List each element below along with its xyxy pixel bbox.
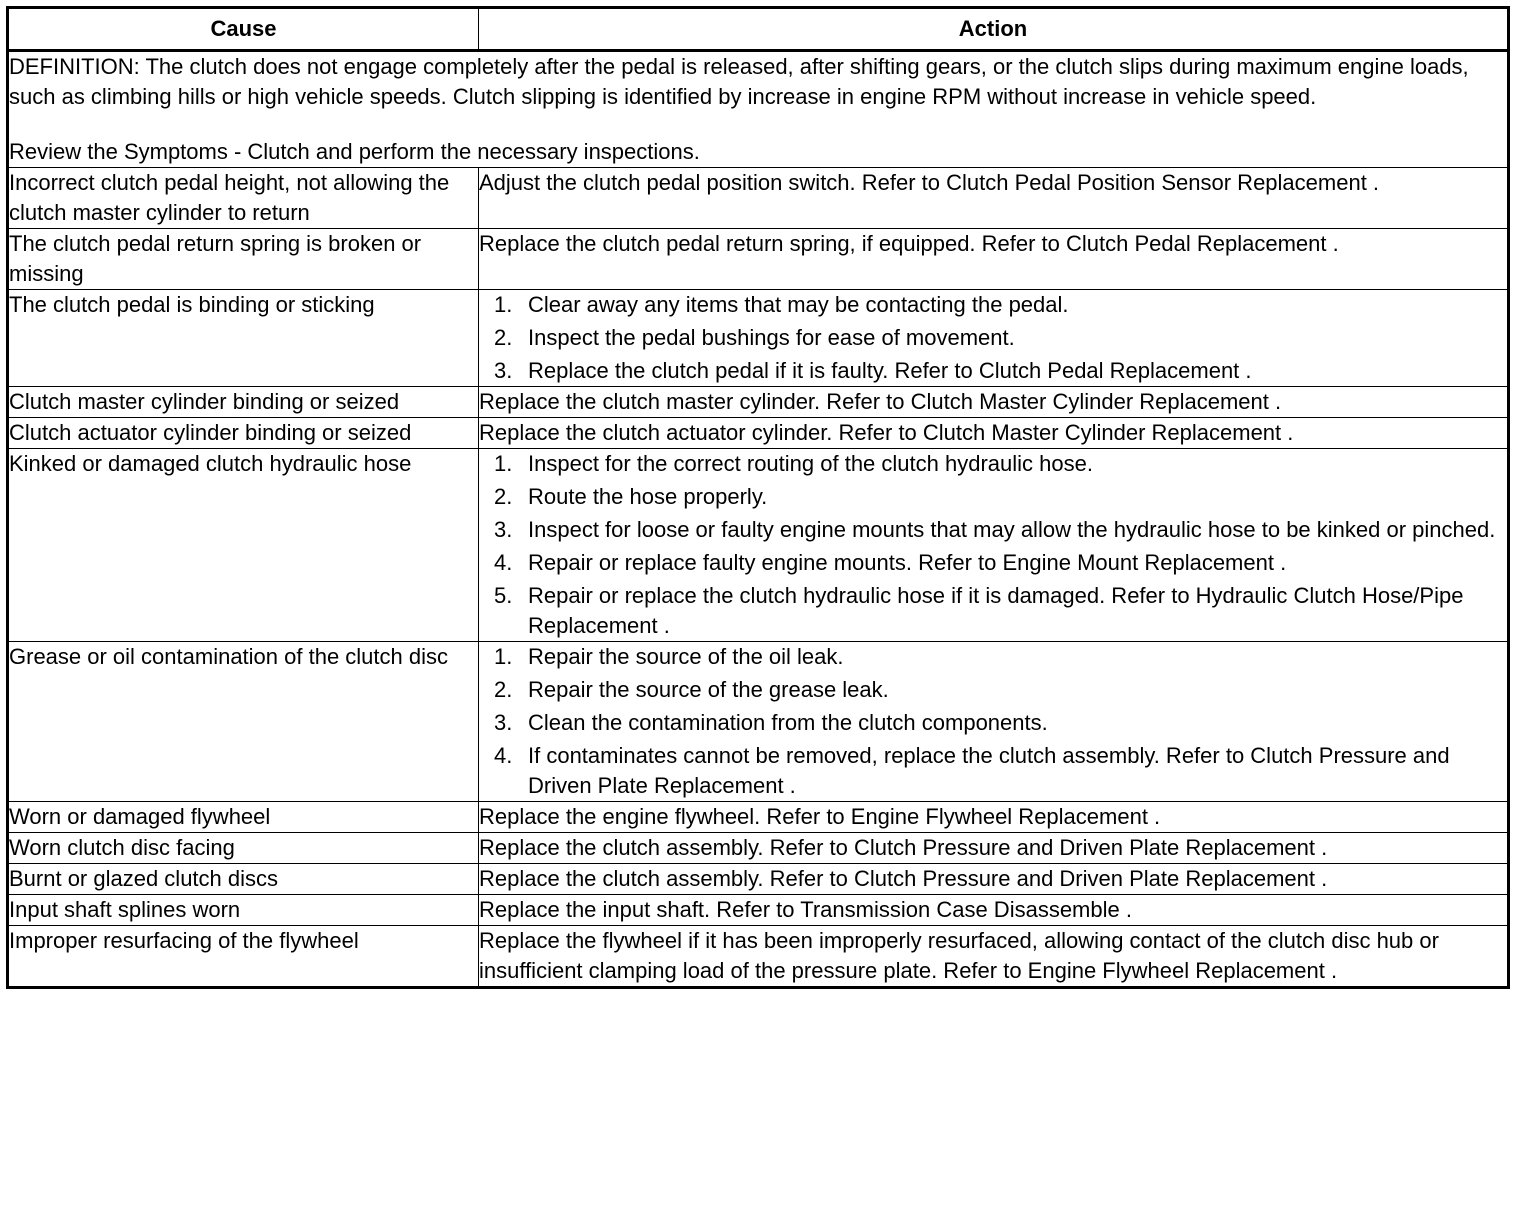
cause-cell: Worn or damaged flywheel (8, 802, 479, 833)
cause-cell: Clutch actuator cylinder binding or seized (8, 418, 479, 449)
cause-cell: Kinked or damaged clutch hydraulic hose (8, 449, 479, 642)
definition-text: DEFINITION: The clutch does not engage completely after the pedal is released, after shifting gears, or the clutch slips during maximum engine loads, such as climbing hills or high vehicle speeds. Clutch slipping is identified by increase in engine RPM without increase in vehicle speed. (9, 54, 1469, 109)
step-number: 3. (494, 710, 513, 735)
action-cell: Replace the input shaft. Refer to Transmission Case Disassemble . (479, 895, 1509, 926)
step-number: 5. (494, 583, 513, 608)
step-text: Route the hose properly. (528, 484, 768, 509)
action-cell: Replace the flywheel if it has been improperly resurfaced, allowing contact of the clutch disc hub or insufficient clamping load of the pressure plate. Refer to Engine Flywheel Replacement . (479, 926, 1509, 988)
step-number: 4. (494, 743, 513, 768)
step-item (479, 482, 1507, 512)
action-cell (479, 642, 1509, 802)
table-row (8, 833, 1509, 864)
step-item (479, 356, 1507, 386)
action-cell: Replace the clutch pedal return spring, if equipped. Refer to Clutch Pedal Replacement . (479, 229, 1509, 290)
step-list (479, 642, 1507, 801)
step-list (479, 290, 1507, 386)
step-item (479, 449, 1507, 479)
cause-cell: Worn clutch disc facing (8, 833, 479, 864)
step-text: Replace the clutch pedal if it is faulty. Refer to Clutch Pedal Replacement . (528, 358, 1252, 383)
step-list (479, 449, 1507, 641)
step-number: 3. (494, 358, 513, 383)
definition-row (8, 51, 1509, 168)
step-text: Repair or replace faulty engine mounts. Refer to Engine Mount Replacement . (528, 550, 1287, 575)
diagnostic-table (6, 6, 1510, 989)
table-row (8, 229, 1509, 290)
step-number: 2. (494, 484, 513, 509)
step-text: Clear away any items that may be contacting the pedal. (528, 292, 1069, 317)
table-row (8, 926, 1509, 988)
table-row (8, 168, 1509, 229)
table-row (8, 418, 1509, 449)
cause-cell: Improper resurfacing of the flywheel (8, 926, 479, 988)
review-text: Review the Symptoms - Clutch and perform the necessary inspections. (9, 139, 700, 164)
action-cell (479, 290, 1509, 387)
step-item (479, 323, 1507, 353)
step-text: Clean the contamination from the clutch components. (528, 710, 1048, 735)
table-row (8, 864, 1509, 895)
cause-cell: The clutch pedal is binding or sticking (8, 290, 479, 387)
header-row (8, 8, 1509, 51)
action-cell: Replace the clutch assembly. Refer to Clutch Pressure and Driven Plate Replacement . (479, 864, 1509, 895)
cause-cell: Clutch master cylinder binding or seized (8, 387, 479, 418)
table-row (8, 449, 1509, 642)
step-number: 1. (494, 451, 513, 476)
action-cell: Replace the clutch master cylinder. Refer to Clutch Master Cylinder Replacement . (479, 387, 1509, 418)
cause-header: Cause (8, 8, 479, 51)
step-item (479, 741, 1507, 801)
action-cell: Replace the engine flywheel. Refer to Engine Flywheel Replacement . (479, 802, 1509, 833)
step-number: 2. (494, 325, 513, 350)
step-item (479, 548, 1507, 578)
action-cell: Replace the clutch actuator cylinder. Refer to Clutch Master Cylinder Replacement . (479, 418, 1509, 449)
step-number: 3. (494, 517, 513, 542)
step-text: Repair the source of the oil leak. (528, 644, 844, 669)
cause-cell: Incorrect clutch pedal height, not allowing the clutch master cylinder to return (8, 168, 479, 229)
table-row (8, 290, 1509, 387)
cause-cell: The clutch pedal return spring is broken or missing (8, 229, 479, 290)
table-row (8, 387, 1509, 418)
step-item (479, 290, 1507, 320)
step-text: Inspect for loose or faulty engine mounts that may allow the hydraulic hose to be kinked or pinched. (528, 517, 1496, 542)
step-text: Inspect the pedal bushings for ease of movement. (528, 325, 1015, 350)
action-cell: Adjust the clutch pedal position switch. Refer to Clutch Pedal Position Sensor Replacement . (479, 168, 1509, 229)
step-item (479, 642, 1507, 672)
definition-cell (8, 51, 1509, 168)
table-row (8, 642, 1509, 802)
table-row (8, 895, 1509, 926)
step-item (479, 708, 1507, 738)
step-number: 4. (494, 550, 513, 575)
step-text: Repair the source of the grease leak. (528, 677, 889, 702)
cause-cell: Input shaft splines worn (8, 895, 479, 926)
table-row (8, 802, 1509, 833)
cause-cell: Burnt or glazed clutch discs (8, 864, 479, 895)
action-cell: Replace the clutch assembly. Refer to Clutch Pressure and Driven Plate Replacement . (479, 833, 1509, 864)
step-number: 1. (494, 644, 513, 669)
action-cell (479, 449, 1509, 642)
cause-cell: Grease or oil contamination of the clutch disc (8, 642, 479, 802)
step-number: 2. (494, 677, 513, 702)
step-item (479, 581, 1507, 641)
step-text: Inspect for the correct routing of the clutch hydraulic hose. (528, 451, 1093, 476)
action-header: Action (479, 8, 1509, 51)
step-item (479, 515, 1507, 545)
step-item (479, 675, 1507, 705)
step-text: If contaminates cannot be removed, replace the clutch assembly. Refer to Clutch Pressure and Driven Plate Replacement . (528, 743, 1450, 798)
step-number: 1. (494, 292, 513, 317)
step-text: Repair or replace the clutch hydraulic hose if it is damaged. Refer to Hydraulic Clutch Hose/Pipe Replacement . (528, 583, 1464, 638)
